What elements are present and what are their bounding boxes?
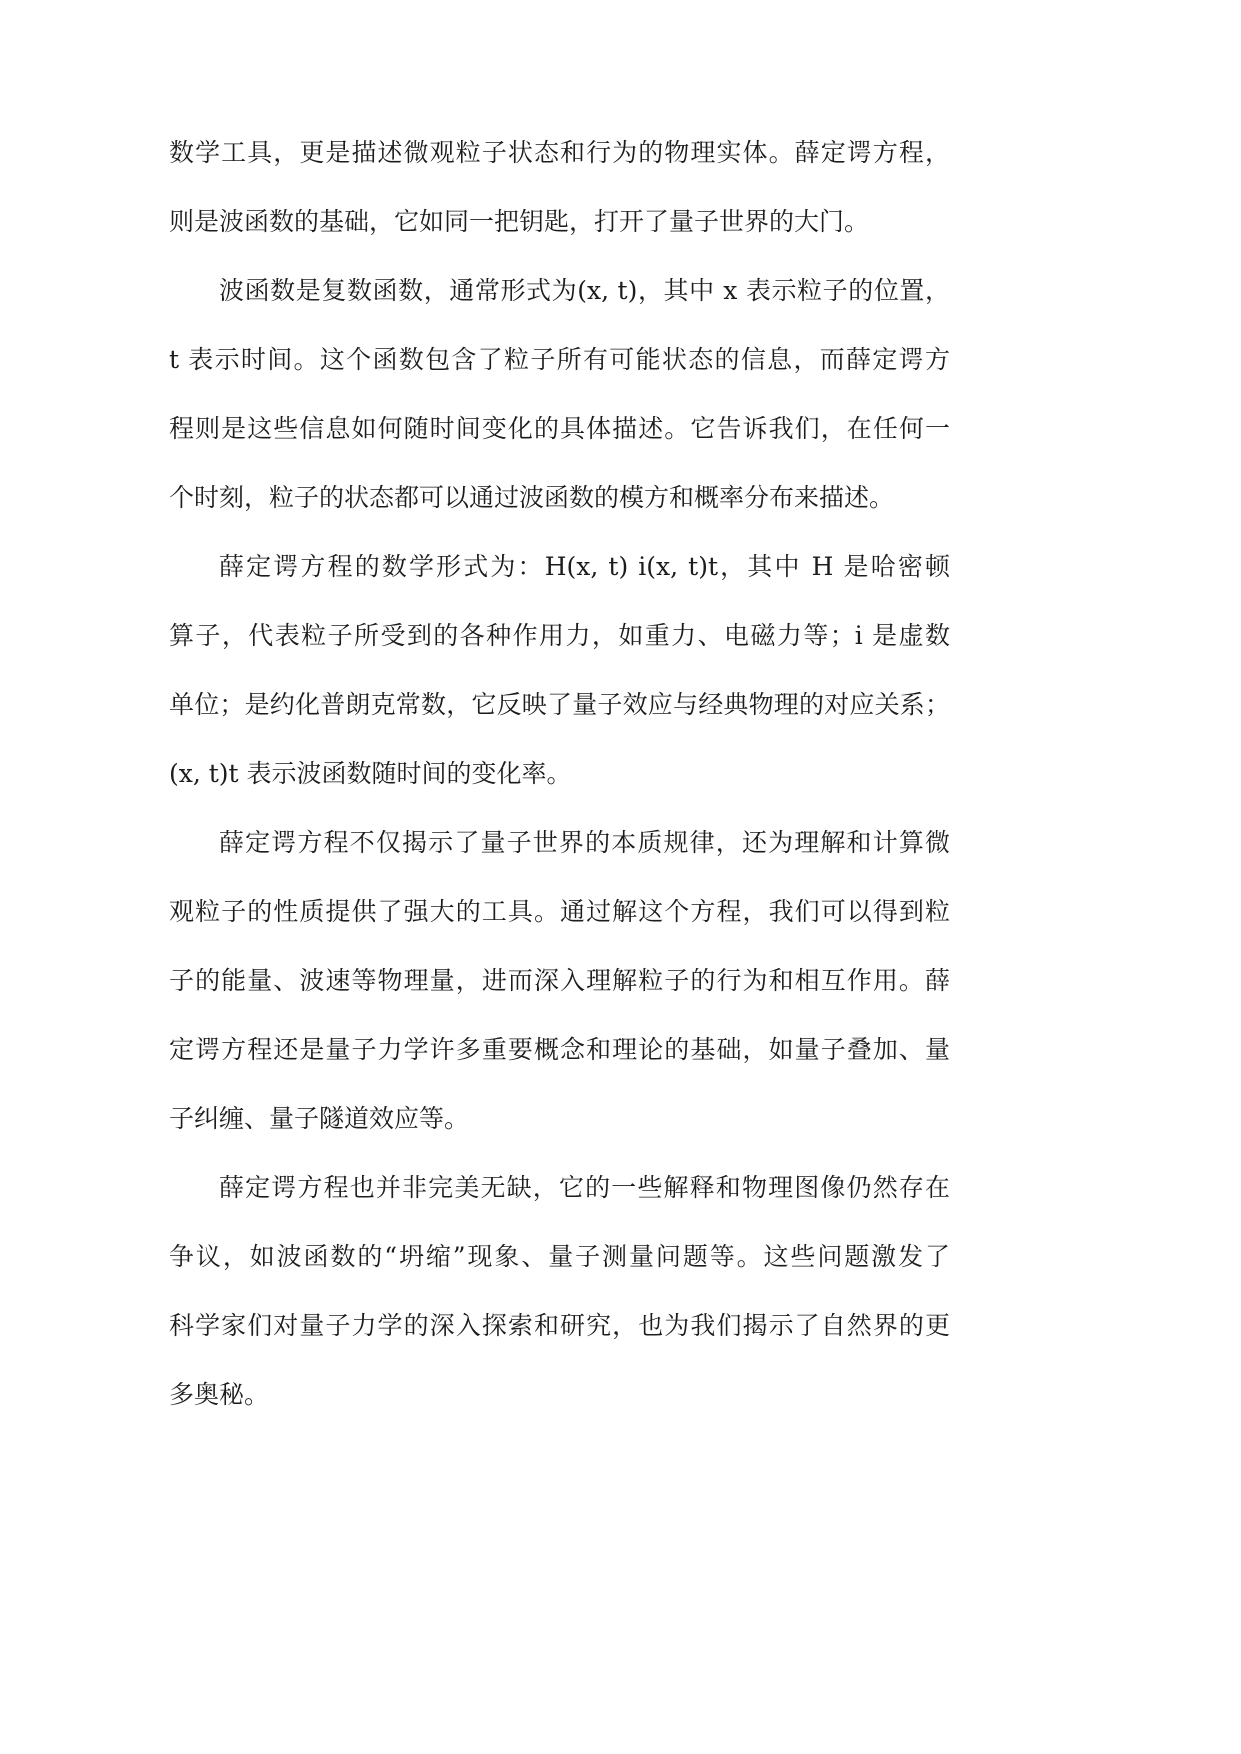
text-line: 则是波函数的基础，它如同一把钥匙，打开了量子世界的大门。 (169, 207, 870, 236)
text-line: 算子，代表粒子所受到的各种作用力，如重力、电磁力等；i 是虚数 (169, 621, 950, 650)
text-line: 薛定谔方程不仅揭示了量子世界的本质规律，还为理解和计算微 (219, 828, 950, 857)
text-line: 波函数是复数函数，通常形式为(x, t)，其中 x 表示粒子的位置， (219, 276, 950, 305)
text-line: t 表示时间。这个函数包含了粒子所有可能状态的信息，而薛定谔方 (169, 345, 950, 374)
text-line: 多奥秘。 (169, 1380, 270, 1409)
text-line: 定谔方程还是量子力学许多重要概念和理论的基础，如量子叠加、量 (169, 1035, 950, 1064)
paragraph-5 (169, 1153, 950, 1429)
text-line: 薛定谔方程也并非完美无缺，它的一些解释和物理图像仍然存在 (219, 1173, 950, 1202)
text-line: 争议，如波函数的“坍缩”现象、量子测量问题等。这些问题激发了 (169, 1242, 950, 1271)
text-line: 子的能量、波速等物理量，进而深入理解粒子的行为和相互作用。薛 (169, 966, 950, 995)
text-line: 薛定谔方程的数学形式为：H(x, t) i(x, t)t，其中 H 是哈密顿 (219, 552, 950, 581)
body-text (169, 118, 950, 1429)
text-line: 程则是这些信息如何随时间变化的具体描述。它告诉我们，在任何一 (169, 414, 950, 443)
text-line: 单位；是约化普朗克常数，它反映了量子效应与经典物理的对应关系； (169, 690, 950, 719)
text-line: 数学工具，更是描述微观粒子状态和行为的物理实体。薛定谔方程， (169, 138, 950, 167)
paragraph-4 (169, 808, 950, 1153)
paragraph-1 (169, 118, 950, 256)
text-line: 子纠缠、量子隧道效应等。 (169, 1104, 470, 1133)
text-line: 个时刻，粒子的状态都可以通过波函数的模方和概率分布来描述。 (169, 483, 895, 512)
paragraph-3 (169, 532, 950, 808)
text-line: (x, t)t 表示波函数随时间的变化率。 (169, 759, 572, 788)
text-line: 科学家们对量子力学的深入探索和研究，也为我们揭示了自然界的更 (169, 1311, 950, 1340)
text-line: 观粒子的性质提供了强大的工具。通过解这个方程，我们可以得到粒 (169, 897, 950, 926)
paragraph-2 (169, 256, 950, 532)
